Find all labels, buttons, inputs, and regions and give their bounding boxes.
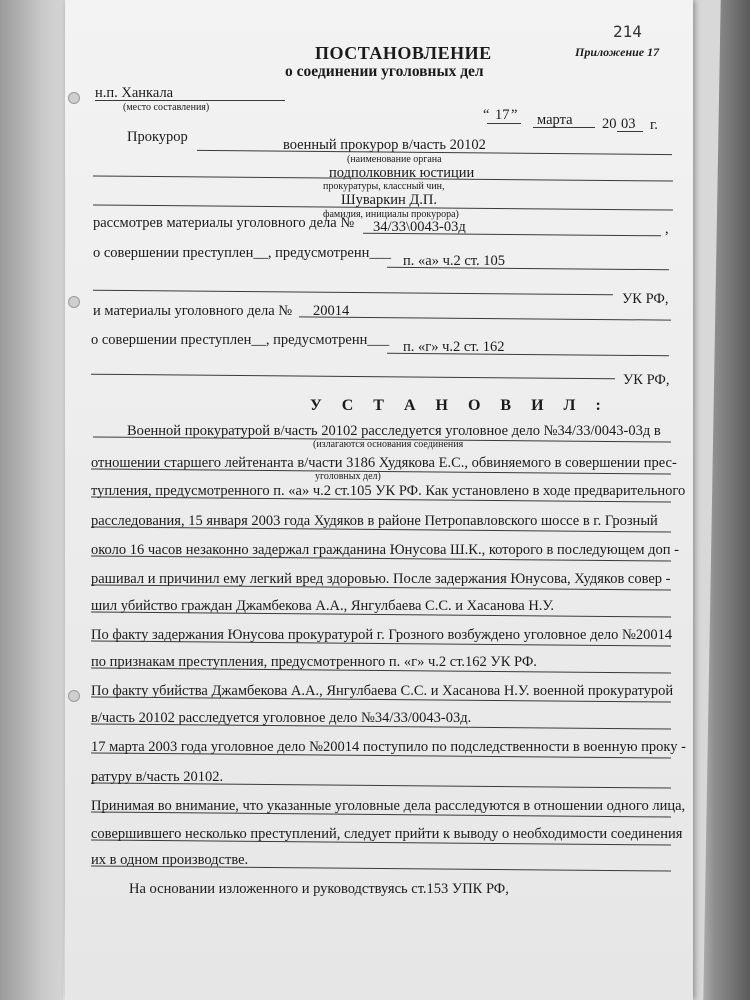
article1-continuation	[93, 290, 613, 296]
caption-name: фамилия, инициалы прокурора)	[323, 209, 459, 220]
crime1-label: о совершении преступлен__, предусмотренн___	[93, 245, 392, 261]
body-underline	[91, 782, 671, 788]
body-line-5: около 16 часов незаконно задержал гражданина Юнусова Ш.К., которого в последующем доп -	[91, 542, 680, 558]
body-line-4: расследования, 15 января 2003 года Худяков в районе Петропавловского шоссе в г. Грозный	[91, 513, 658, 529]
date-year-underline	[617, 131, 643, 132]
caption-reasons: (излагаются основания соединения	[313, 439, 464, 450]
body-line-8: По факту задержания Юнусова прокуратурой г. Грозного возбуждено уголовное дело №20014	[91, 627, 673, 643]
place-value: н.п. Ханкала	[95, 85, 174, 101]
caption-cases: уголовных дел)	[315, 471, 381, 482]
uk-rf-1: УК РФ,	[622, 291, 669, 307]
body-underline	[91, 865, 671, 871]
handwritten-page-number: 214	[613, 22, 642, 41]
body-line-6: рашивал и причинил ему легкий вред здоровью. После задержания Юнусова, Худяков совер -	[91, 571, 671, 587]
date-month-underline	[533, 127, 595, 128]
body-line-9: по признакам преступления, предусмотренного п. «г» ч.2 ст.162 УК РФ.	[91, 654, 537, 670]
body-line-13: ратуру в/часть 20102.	[91, 769, 224, 785]
date-quote-open: “	[483, 107, 490, 123]
body-line-12: 17 марта 2003 года уголовное дело №20014 поступило по подследственности в военную проку -	[91, 739, 686, 755]
document-page	[65, 0, 693, 1000]
date-year-prefix: 20	[602, 116, 617, 132]
body-line-2: отношении старшего лейтенанта в/части 3186 Худякова Е.С., обвиняемого в совершении прес-	[91, 455, 677, 471]
date-year-suffix: 03	[621, 116, 636, 132]
case1-label: рассмотрев материалы уголовного дела №	[93, 215, 355, 231]
body-line-14: Принимая во внимание, что указанные уголовные дела расследуются в отношении одного лица,	[91, 798, 686, 814]
case2-label: и материалы уголовного дела №	[93, 303, 293, 319]
established-heading: У С Т А Н О В И Л :	[310, 397, 609, 414]
punch-hole	[68, 690, 80, 702]
body-line-16: их в одном производстве.	[91, 852, 249, 868]
body-line-15: совершившего несколько преступлений, следует прийти к выводу о необходимости соединения	[91, 826, 683, 842]
article2-value: п. «г» ч.2 ст. 162	[403, 339, 505, 355]
punch-hole	[68, 296, 80, 308]
date-year-word: г.	[650, 117, 658, 133]
desk-left	[0, 0, 70, 1000]
body-line-11: в/часть 20102 расследуется уголовное дело №34/33/0043-03д.	[91, 710, 472, 726]
body-line-3: тупления, предусмотренного п. «а» ч.2 ст.105 УК РФ. Как установлено в ходе предварительного	[91, 483, 686, 499]
date-quote-close: ”	[511, 107, 518, 123]
article1-value: п. «а» ч.2 ст. 105	[403, 253, 506, 269]
case2-underline	[299, 316, 671, 320]
final-line: На основании изложенного и руководствуясь ст.153 УПК РФ,	[129, 881, 509, 897]
case2-number: 20014	[313, 303, 350, 319]
date-month: марта	[537, 112, 573, 128]
case1-comma: ,	[665, 221, 669, 237]
crime2-label: о совершении преступлен__, предусмотренн___	[91, 332, 390, 348]
case1-number: 34/33\0043-03д	[373, 219, 466, 235]
prosecutor-name: Шуваркин Д.П.	[341, 192, 438, 208]
uk-rf-2: УК РФ,	[623, 372, 670, 388]
date-day-underline	[487, 123, 521, 124]
prosecutor-value: военный прокурор в/часть 20102	[283, 137, 486, 153]
document-title: ПОСТАНОВЛЕНИЕ	[315, 43, 492, 63]
body-line-1: Военной прокуратурой в/часть 20102 расследуется уголовное дело №34/33/0043-03д в	[127, 423, 661, 439]
article2-continuation	[91, 374, 615, 380]
punch-hole	[68, 92, 80, 104]
document-subtitle: о соединении уголовных дел	[285, 63, 484, 80]
caption-rank: прокуратуры, классный чин,	[323, 181, 445, 192]
rank-value: подполковник юстиции	[329, 165, 475, 181]
body-line-10: По факту убийства Джамбекова А.А., Янгулбаева С.С. и Хасанова Н.У. военной прокуратурой	[91, 683, 674, 699]
prosecutor-label: Прокурор	[127, 129, 188, 145]
place-underline	[95, 100, 285, 101]
place-caption: (место составления)	[123, 102, 210, 113]
date-day: 17	[495, 107, 510, 123]
appendix-label: Приложение 17	[575, 45, 660, 59]
body-line-7: шил убийство граждан Джамбекова А.А., Янгулбаева С.С. и Хасанова Н.У.	[91, 598, 554, 614]
caption-organ: (наименование органа	[347, 154, 442, 165]
